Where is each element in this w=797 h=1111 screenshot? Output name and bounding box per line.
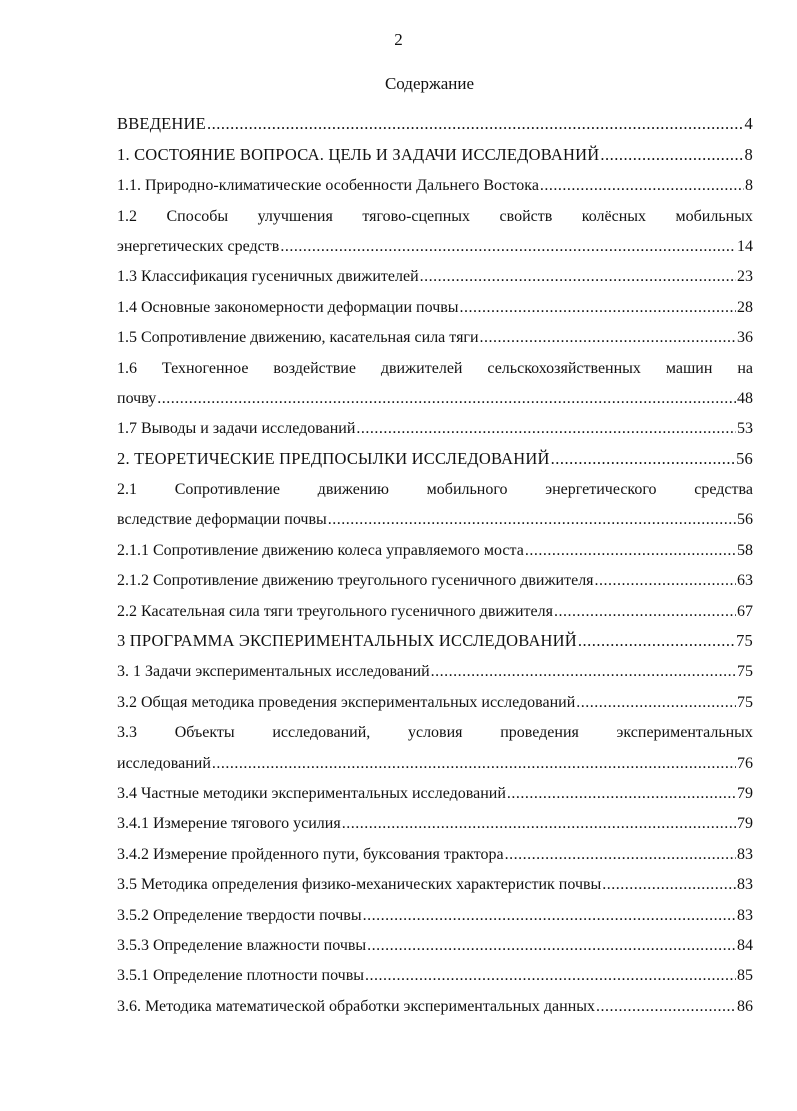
leader-dots [576,694,736,712]
toc-entry-page: 75 [737,663,753,681]
toc-entry-page: 79 [737,815,753,833]
toc-entry[interactable] [117,651,753,681]
toc-entry[interactable] [117,894,753,924]
toc-entry[interactable] [117,925,753,955]
leader-dots [460,299,736,317]
toc-entry-title: 3.5.3 Определение влажности почвы [117,936,367,954]
toc-word: энергетического [545,481,657,499]
leader-dots [525,542,736,560]
leader-dots [328,511,736,529]
toc-entry[interactable] [117,773,753,803]
toc-entry-page: 75 [737,693,753,711]
toc-word: исследований, [272,724,371,742]
leader-dots [207,114,744,134]
toc-word: 3.3 [117,724,137,742]
toc-word: мобильного [426,481,508,499]
toc-entry[interactable] [117,864,753,894]
table-of-contents [117,104,753,1016]
page-number: 2 [394,30,403,49]
toc-entry[interactable] [117,408,753,438]
toc-word: воздействие [273,359,356,377]
toc-entry[interactable] [117,165,753,195]
toc-word: колёсных [581,207,647,225]
toc-word: тягово-сцепных [362,207,471,225]
toc-entry[interactable] [117,226,753,256]
leader-dots [280,238,736,256]
leader-dots [342,815,736,833]
toc-entry[interactable] [117,560,753,590]
toc-word: Объекты [174,724,235,742]
leader-dots [356,420,736,438]
toc-word: Сопротивление [174,481,280,499]
toc-entry-page: 83 [737,845,753,863]
toc-entry-title: 3.5 Методика определения физико-механических характеристик почвы [117,876,602,894]
toc-word: на [737,359,753,377]
toc-entry-page: 8 [745,177,753,195]
toc-entry[interactable] [117,681,753,711]
toc-entry-title: 3.6. Методика математической обработки экспериментальных данных [117,997,595,1015]
toc-entry[interactable] [117,833,753,863]
toc-entry-title: 3.4 Частные методики экспериментальных исследований [117,784,506,802]
leader-dots [365,967,736,985]
toc-word: Способы [166,207,229,225]
leader-dots [212,755,736,773]
toc-entry-page: 48 [737,389,753,407]
toc-entry-first-line [117,469,753,499]
toc-word: условия [407,724,463,742]
toc-word: улучшения [257,207,333,225]
toc-entry[interactable] [117,985,753,1015]
leader-dots [551,449,735,469]
toc-entry-title: 1. СОСТОЯНИЕ ВОПРОСА. ЦЕЛЬ И ЗАДАЧИ ИССЛЕДОВАНИЙ [117,144,600,164]
toc-entry-page: 58 [737,541,753,559]
toc-entry-title: 2.1.2 Сопротивление движению треугольного гусеничного движителя [117,572,594,590]
toc-title: Содержание [384,74,475,93]
leader-dots [420,268,736,286]
leader-dots [480,329,736,347]
toc-entry-page: 79 [737,784,753,802]
leader-dots [507,785,736,803]
toc-word: мобильных [675,207,753,225]
toc-entry-page: 86 [737,997,753,1015]
toc-word: Техногенное [161,359,249,377]
toc-entry-title: 3.5.2 Определение твердости почвы [117,906,362,924]
toc-entry-page: 23 [737,268,753,286]
toc-entry[interactable] [117,529,753,559]
toc-entry-title: 3.4.2 Измерение пройденного пути, буксования трактора [117,845,504,863]
toc-entry-page: 84 [737,936,753,954]
toc-entry[interactable] [117,955,753,985]
toc-word: проведения [500,724,579,742]
toc-entry-title: 2.2 Касательная сила тяги треугольного гусеничного движителя [117,602,553,620]
toc-entry-page: 53 [737,420,753,438]
toc-entry-title: энергетических средств [117,237,280,255]
toc-entry-title: 1.7 Выводы и задачи исследований [117,420,356,438]
toc-entry[interactable] [117,803,753,833]
toc-entry-page: 8 [744,144,753,164]
toc-entry-title: 3. 1 Задачи экспериментальных исследований [117,663,430,681]
toc-entry-first-line [117,195,753,225]
toc-entry[interactable] [117,590,753,620]
toc-entry-page: 14 [737,237,753,255]
toc-entry[interactable] [117,317,753,347]
toc-entry[interactable] [117,104,753,134]
toc-entry-page: 4 [744,114,753,134]
toc-word: свойств [499,207,553,225]
leader-dots [596,998,736,1016]
toc-entry[interactable] [117,378,753,408]
toc-entry[interactable] [117,256,753,286]
leader-dots [540,177,744,195]
leader-dots [505,846,736,864]
toc-entry-page: 36 [737,329,753,347]
toc-entry[interactable] [117,499,753,529]
toc-entry-title: 3.5.1 Определение плотности почвы [117,967,365,985]
toc-entry-title: 1.1. Природно-климатические особенности Дальнего Востока [117,177,539,195]
toc-entry[interactable] [117,438,753,468]
toc-entry-first-line [117,712,753,742]
leader-dots [157,390,736,408]
toc-entry[interactable] [117,134,753,164]
toc-word: движению [317,481,389,499]
leader-dots [578,631,735,651]
leader-dots [431,663,736,681]
toc-entry-title: 3.4.1 Измерение тягового усилия [117,815,341,833]
leader-dots [363,907,736,925]
toc-entry-page: 56 [737,511,753,529]
toc-entry-page: 56 [736,448,753,468]
leader-dots [595,572,736,590]
leader-dots [367,937,736,955]
toc-entry-page: 28 [737,298,753,316]
toc-entry-page: 76 [737,754,753,772]
toc-word: движителей [380,359,463,377]
toc-entry-first-line [117,347,753,377]
toc-entry-title: ВВЕДЕНИЕ [117,114,206,134]
toc-entry-page: 83 [737,876,753,894]
leader-dots [600,145,743,165]
toc-entry-title: 3 ПРОГРАММА ЭКСПЕРИМЕНТАЛЬНЫХ ИССЛЕДОВАНИЙ [117,631,577,651]
toc-word: экспериментальных [616,724,753,742]
toc-word: сельскохозяйственных [487,359,641,377]
toc-entry[interactable] [117,286,753,316]
toc-word: 2.1 [117,481,137,499]
toc-entry-page: 75 [736,631,753,651]
toc-entry[interactable] [117,742,753,772]
toc-entry-page: 85 [737,967,753,985]
leader-dots [602,876,736,894]
toc-entry-title: вследствие деформации почвы [117,511,327,529]
toc-entry-title: почву [117,389,157,407]
leader-dots [554,603,736,621]
toc-word: средства [694,481,753,499]
toc-entry-page: 63 [737,572,753,590]
toc-entry-title: 1.3 Классификация гусеничных движителей [117,268,419,286]
toc-entry-page: 83 [737,906,753,924]
toc-entry-title: исследований [117,754,211,772]
toc-entry-title: 1.4 Основные закономерности деформации почвы [117,298,459,316]
toc-word: 1.6 [117,359,137,377]
toc-entry-title: 3.2 Общая методика проведения экспериментальных исследований [117,693,576,711]
toc-entry-page: 67 [737,602,753,620]
toc-entry-title: 2. ТЕОРЕТИЧЕСКИЕ ПРЕДПОСЫЛКИ ИССЛЕДОВАНИЙ [117,448,550,468]
toc-word: машин [665,359,713,377]
toc-entry[interactable] [117,621,753,651]
toc-word: 1.2 [117,207,137,225]
toc-entry-title: 2.1.1 Сопротивление движению колеса управляемого моста [117,541,524,559]
toc-entry-title: 1.5 Сопротивление движению, касательная сила тяги [117,329,479,347]
